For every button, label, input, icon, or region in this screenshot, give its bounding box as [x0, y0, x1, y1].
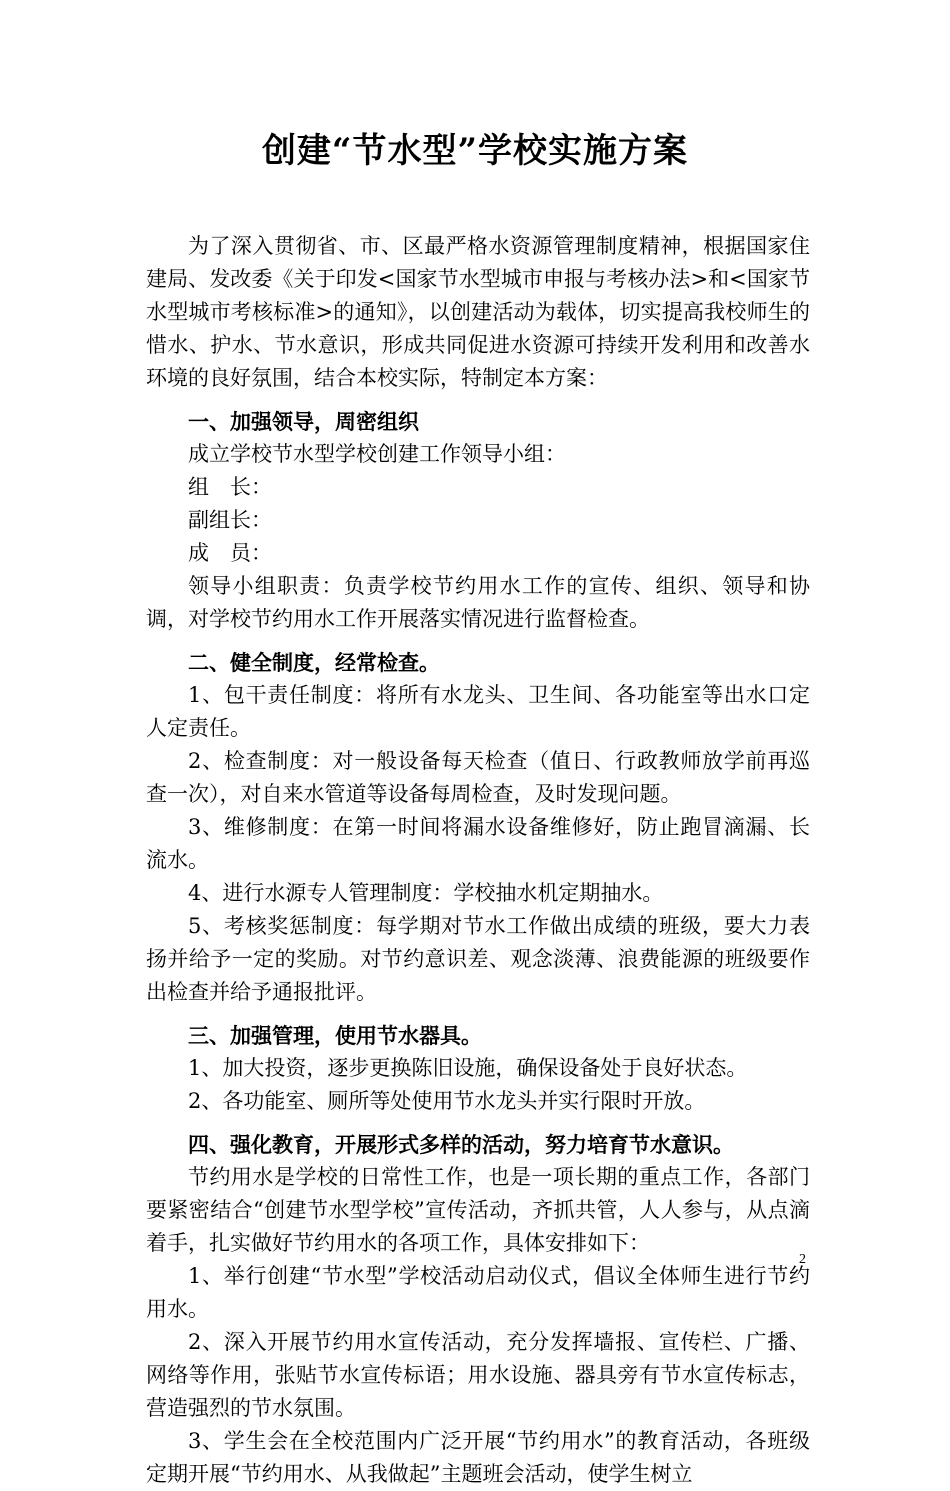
section4-heading: 四、强化教育，开展形式多样的活动，努力培育节水意识。: [188, 1132, 734, 1157]
section3-item2: 2、各功能室、厕所等处使用节水龙头并实行限时开放。: [188, 1089, 706, 1113]
section2-heading: 二、健全制度，经常检查。: [188, 650, 440, 675]
section1-leader: 组 长：: [188, 475, 272, 499]
section3-item1: 1、加大投资，逐步更换陈旧设施，确保设备处于良好状态。: [188, 1056, 748, 1080]
section3-heading: 三、加强管理，使用节水器具。: [188, 1023, 482, 1048]
section2-item1: 1、包干责任制度：将所有水龙头、卫生间、各功能室等出水口定人定责任。: [146, 683, 810, 740]
intro-paragraph: 为了深入贯彻省、市、区最严格水资源管理制度精神，根据国家住建局、发改委《关于印发<国家节水型城市申报与考核办法>和<国家节水型城市考核标准>的通知》，以创建活动为载体，切实提高我校师生的惜水、护水、节水意识，形成共同促进水资源可持续开发利用和改善水环境的良好氛围，结合本校实际，特制定本方案：: [146, 234, 810, 390]
section2-item4: 4、进行水源专人管理制度：学校抽水机定期抽水。: [188, 881, 664, 905]
section1-deputy: 副组长：: [188, 508, 272, 532]
section1-members: 成 员：: [188, 541, 272, 565]
section2-item2: 2、检查制度：对一般设备每天检查（值日、行政教师放学前再巡查一次），对自来水管道等设备每周检查，及时发现问题。: [146, 749, 810, 806]
page-number: 2: [799, 1252, 806, 1267]
section1-line1: 成立学校节水型学校创建工作领导小组：: [188, 442, 566, 466]
section2-item5: 5、考核奖惩制度：每学期对节水工作做出成绩的班级，要大力表扬并给予一定的奖励。对节约意识差、观念淡薄、浪费能源的班级要作出检查并给予通报批评。: [146, 914, 810, 1004]
section1-duty: 领导小组职责：负责学校节约用水工作的宣传、组织、领导和协调，对学校节约用水工作开展落实情况进行监督检查。: [146, 574, 810, 631]
section4-item3: 3、学生会在全校范围内广泛开展“节约用水”的教育活动，各班级定期开展“节约用水、从我做起”主题班会活动，使学生树立: [146, 1429, 810, 1486]
section4-item2: 2、深入开展节约用水宣传活动，充分发挥墙报、宣传栏、广播、网络等作用，张贴节水宣传标语；用水设施、器具旁有节水宣传标志，营造强烈的节水氛围。: [146, 1330, 810, 1420]
section2-item3: 3、维修制度：在第一时间将漏水设备维修好，防止跑冒滴漏、长流水。: [146, 815, 810, 872]
section1-heading: 一、加强领导，周密组织: [188, 409, 419, 434]
document-title: 创建“节水型”学校实施方案: [261, 131, 689, 171]
section4-item1: 1、举行创建“节水型”学校活动启动仪式，倡议全体师生进行节约用水。: [146, 1264, 810, 1321]
section4-paragraph: 节约用水是学校的日常性工作，也是一项长期的重点工作，各部门要紧密结合“创建节水型学校”宣传活动，齐抓共管，人人参与，从点滴着手，扎实做好节约用水的各项工作，具体安排如下：: [146, 1165, 810, 1255]
document-body: [146, 230, 810, 1491]
